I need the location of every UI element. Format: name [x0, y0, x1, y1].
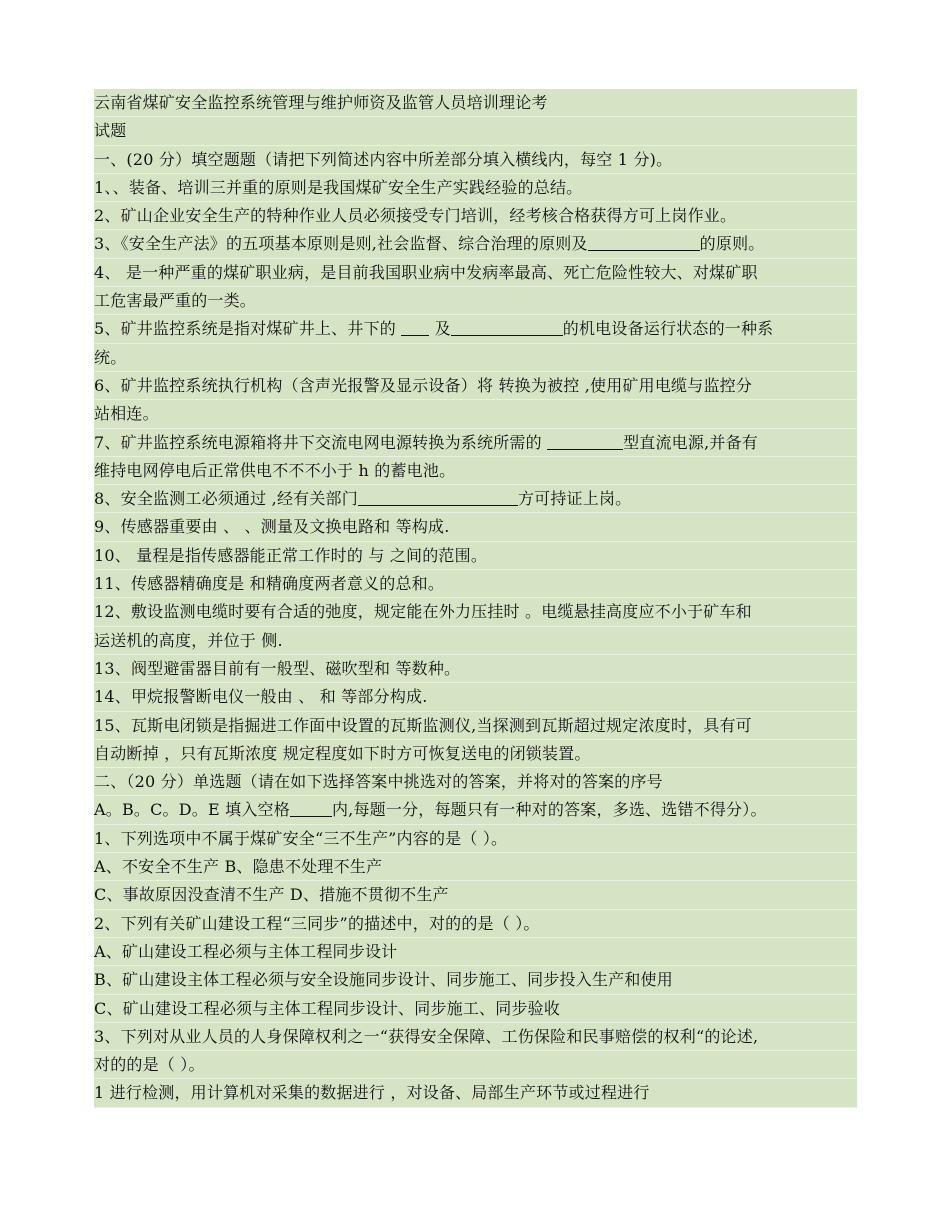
- mc-question-3-continued: 对的的是（ ）。: [94, 1051, 857, 1079]
- question-6: 6、矿井监控系统执行机构（含声光报警及显示设备）将 转换为被控 ,使用矿用电缆与监控分: [94, 372, 857, 400]
- question-7-text: 7、矿井监控系统电源箱将井下交流电网电源转换为系统所需的: [94, 432, 548, 452]
- document-title-continued: 试题: [94, 117, 857, 145]
- question-14: 14、甲烷报警断电仪一般由 、 和 等部分构成.: [94, 683, 857, 711]
- question-7-text-end: 型直流电源,并备有: [623, 432, 758, 452]
- document-page: [94, 89, 857, 1108]
- question-1: 1、、装备、培训三并重的原则是我国煤矿安全生产实践经验的总结。: [94, 174, 857, 202]
- answer-blank: [358, 489, 518, 506]
- answer-blank: [588, 234, 700, 251]
- question-3-text-end: 的原则。: [699, 234, 765, 254]
- section-2-header: 二、（20 分）单选题（请在如下选择答案中挑选对的答案，并将对的答案的序号: [94, 768, 857, 796]
- question-11: 11、传感器精确度是 和精确度两者意义的总和。: [94, 570, 857, 598]
- question-12-continued: 运送机的高度，并位于 侧.: [94, 627, 857, 655]
- mc-question-2: 2、下列有关矿山建设工程“三同步”的描述中，对的的是（ ）。: [94, 910, 857, 938]
- mc-question-2-option-a: A、矿山建设工程必须与主体工程同步设计: [94, 938, 857, 966]
- question-5-text-mid: 及: [429, 319, 451, 339]
- question-12: 12、敷设监测电缆时要有合适的弛度，规定能在外力压挂时 。电缆悬挂高度应不小于矿车和: [94, 598, 857, 626]
- answer-blank: [401, 319, 429, 336]
- mc-question-2-option-b: B、矿山建设主体工程必须与安全设施同步设计、同步施工、同步投入生产和使用: [94, 966, 857, 994]
- question-4-continued: 工危害最严重的一类。: [94, 287, 857, 315]
- answer-blank: [547, 433, 623, 450]
- question-7-continued: 维持电网停电后正常供电不不不小于 h 的蓄电池。: [94, 457, 857, 485]
- trailing-text-line: 1 进行检测，用计算机对采集的数据进行 ，对设备、局部生产环节或过程进行: [94, 1079, 857, 1107]
- question-5-continued: 统。: [94, 344, 857, 372]
- question-4: 4、 是一种严重的煤矿职业病，是目前我国职业病中发病率最高、死亡危险性较大、对煤矿职: [94, 259, 857, 287]
- question-6-continued: 站相连。: [94, 400, 857, 428]
- question-2: 2、矿山企业安全生产的特种作业人员必须接受专门培训，经考核合格获得方可上岗作业。: [94, 202, 857, 230]
- question-8: [94, 485, 857, 513]
- answer-blank: [451, 319, 563, 336]
- question-10: 10、 量程是指传感器能正常工作时的 与 之间的范围。: [94, 542, 857, 570]
- section-2-instructions-text: A。B。C。D。E 填入空格: [94, 800, 290, 820]
- mc-question-1: 1、下列选项中不属于煤矿安全“三不生产”内容的是（ ）。: [94, 825, 857, 853]
- question-3: [94, 230, 857, 258]
- question-5: [94, 315, 857, 343]
- question-5-text: 5、矿井监控系统是指对煤矿井上、井下的: [94, 319, 402, 339]
- question-15-continued: 自动断掉 ，只有瓦斯浓度 规定程度如下时方可恢复送电的闭锁装置。: [94, 740, 857, 768]
- section-2-instructions-text-end: 内,每题一分，每题只有一种对的答案，多选、选错不得分）。: [331, 800, 767, 820]
- question-3-text: 3、《安全生产法》的五项基本原则是则,社会监督、综合治理的原则及: [94, 234, 588, 254]
- mc-question-3: 3、下列对从业人员的人身保障权利之一“获得安全保障、工伤保险和民事赔偿的权利“的论述,: [94, 1023, 857, 1051]
- section-1-header: 一、(20 分）填空题题（请把下列简述内容中所差部分填入横线内，每空 1 分)。: [94, 146, 857, 174]
- question-9: 9、传感器重要由 、 、测量及文换电路和 等构成.: [94, 513, 857, 541]
- question-5-text-end: 的机电设备运行状态的一种系: [562, 319, 774, 339]
- mc-question-1-options-ab: A、不安全不生产 B、隐患不处理不生产: [94, 853, 857, 881]
- section-2-instructions: [94, 796, 857, 824]
- document-title: 云南省煤矿安全监控系统管理与维护师资及监管人员培训理论考: [94, 89, 857, 117]
- question-15: 15、瓦斯电闭锁是指掘进工作面中设置的瓦斯监测仪,当探测到瓦斯超过规定浓度时，具有可: [94, 712, 857, 740]
- mc-question-1-options-cd: C、事故原因没查清不生产 D、措施不贯彻不生产: [94, 881, 857, 909]
- question-8-text: 8、安全监测工必须通过 ,经有关部门: [94, 489, 358, 509]
- mc-question-2-option-c: C、矿山建设工程必须与主体工程同步设计、同步施工、同步验收: [94, 995, 857, 1023]
- question-8-text-end: 方可持证上岗。: [517, 489, 632, 509]
- answer-blank: [290, 800, 332, 817]
- question-13: 13、阀型避雷器目前有一般型、磁吹型和 等数种。: [94, 655, 857, 683]
- question-7: [94, 429, 857, 457]
